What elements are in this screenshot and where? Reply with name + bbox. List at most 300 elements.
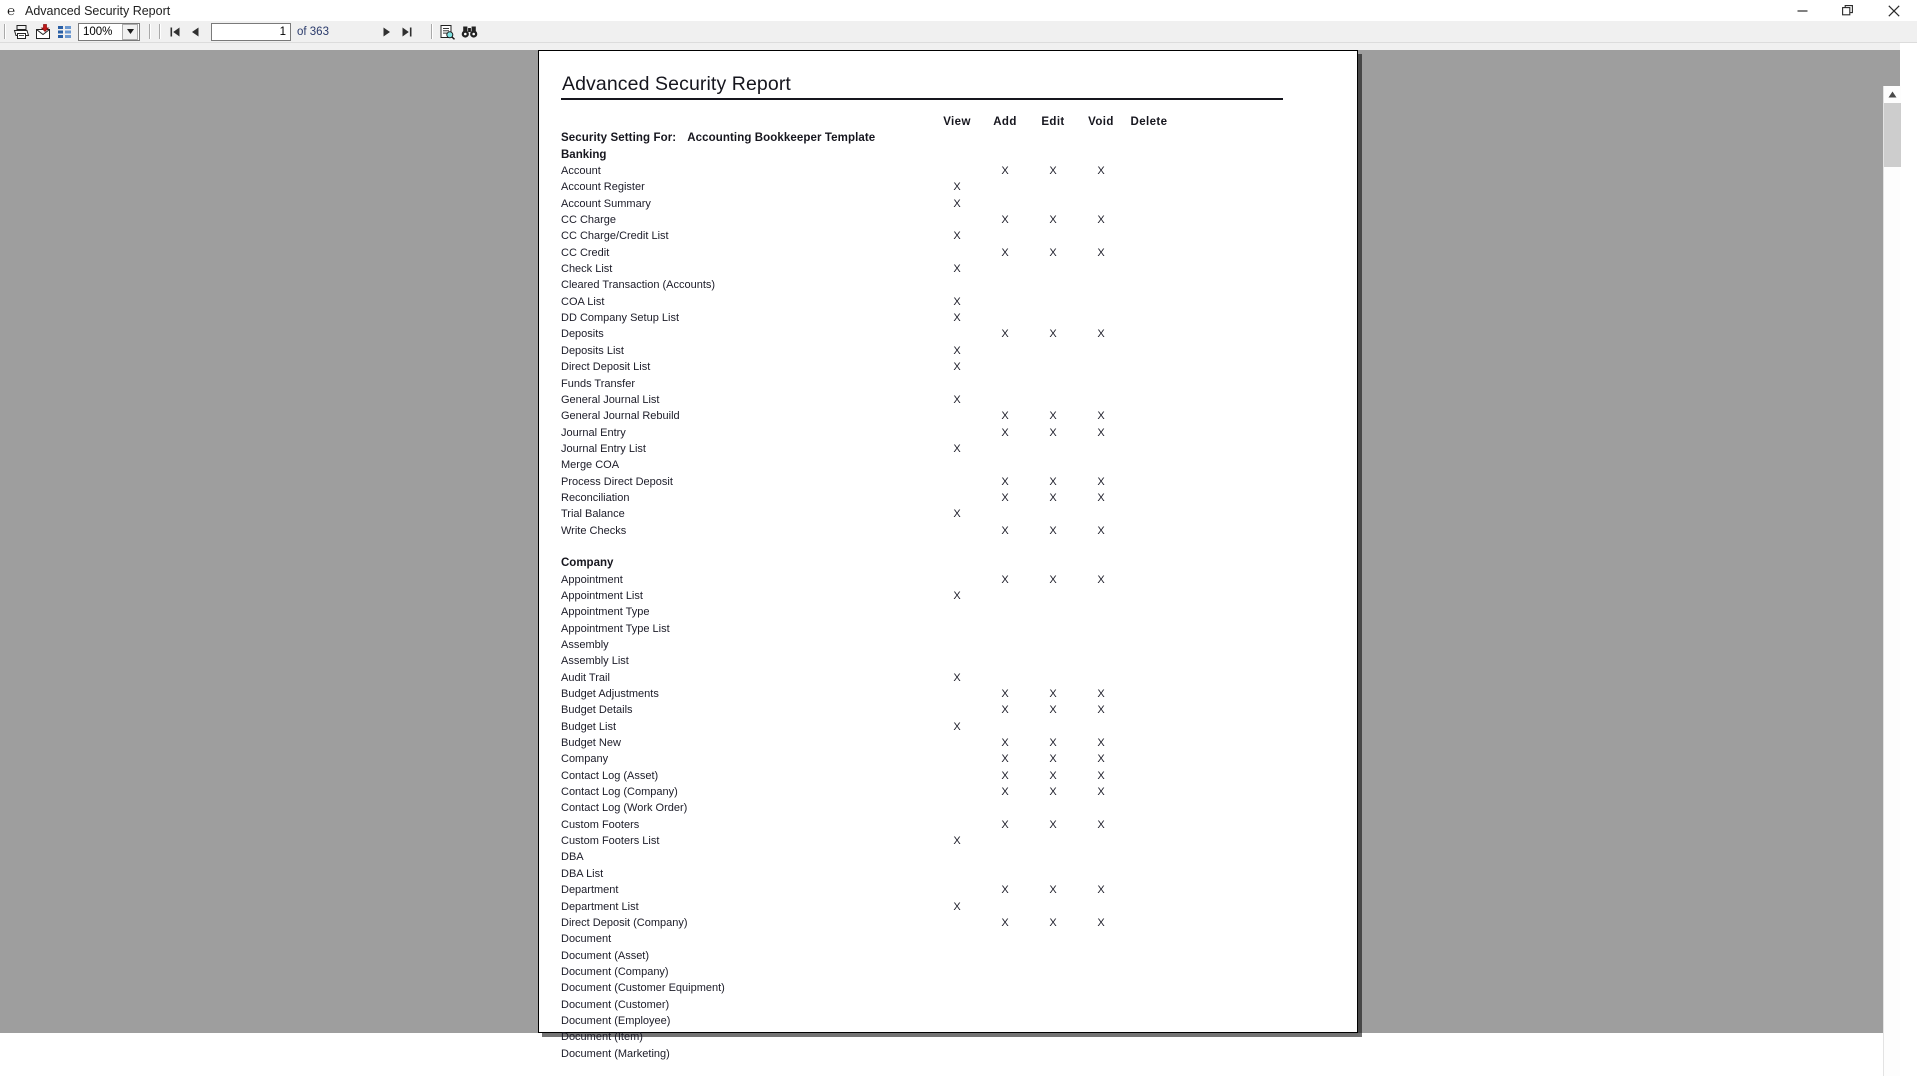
permission-delete xyxy=(1125,802,1173,818)
blank-cell xyxy=(1125,541,1173,557)
permission-add xyxy=(981,802,1029,818)
permission-name: Write Checks xyxy=(561,524,627,537)
permission-name: Audit Trail xyxy=(561,671,610,684)
window-title-bar xyxy=(0,0,1917,21)
permission-void xyxy=(1077,950,1125,966)
permission-delete xyxy=(1125,884,1173,900)
window-controls xyxy=(1779,0,1917,21)
permission-edit xyxy=(1029,982,1077,998)
permission-edit: X xyxy=(1049,737,1057,750)
permission-delete xyxy=(1125,753,1173,769)
permission-edit: X xyxy=(1049,410,1057,423)
permission-edit xyxy=(1029,835,1077,851)
permission-view xyxy=(933,655,981,671)
permission-edit: X xyxy=(1049,214,1057,227)
table-row xyxy=(561,1031,1283,1047)
permission-view: X xyxy=(953,230,961,243)
permission-add: X xyxy=(1001,737,1009,750)
permission-delete xyxy=(1125,328,1173,344)
permission-edit: X xyxy=(1049,475,1057,488)
row-spacer xyxy=(1173,753,1283,769)
permission-delete xyxy=(1125,639,1173,655)
permission-delete xyxy=(1125,623,1173,639)
permission-delete xyxy=(1125,835,1173,851)
permission-view xyxy=(933,917,981,933)
permission-delete xyxy=(1125,819,1173,835)
table-row xyxy=(561,525,1283,541)
column-header-add: Add xyxy=(993,116,1017,128)
permission-void xyxy=(1077,590,1125,606)
table-row xyxy=(561,459,1283,475)
permission-name: Budget Adjustments xyxy=(561,688,659,701)
row-spacer xyxy=(1173,296,1283,312)
permission-edit: X xyxy=(1049,769,1057,782)
permission-add: X xyxy=(1001,884,1009,897)
column-header-row xyxy=(561,116,1283,132)
permission-view xyxy=(933,476,981,492)
permission-edit: X xyxy=(1049,688,1057,701)
permission-name: Funds Transfer xyxy=(561,377,635,390)
permission-add xyxy=(981,296,1029,312)
permission-edit xyxy=(1029,263,1077,279)
permission-void: X xyxy=(1097,884,1105,897)
table-row xyxy=(561,753,1283,769)
table-row xyxy=(561,1048,1283,1064)
permission-delete xyxy=(1125,721,1173,737)
permission-view xyxy=(933,214,981,230)
permission-void xyxy=(1077,802,1125,818)
column-header-void: Void xyxy=(1088,116,1114,128)
permission-name: CC Credit xyxy=(561,246,610,259)
permission-add xyxy=(981,721,1029,737)
permission-view: X xyxy=(953,589,961,602)
permission-add: X xyxy=(1001,818,1009,831)
table-row xyxy=(561,901,1283,917)
security-setting-row xyxy=(561,132,1283,148)
permission-name: Budget List xyxy=(561,720,617,733)
table-row xyxy=(561,982,1283,998)
row-spacer xyxy=(1173,1048,1283,1064)
permission-view xyxy=(933,868,981,884)
zoom-value: 100% xyxy=(83,25,113,38)
permission-name: Contact Log (Company) xyxy=(561,786,678,799)
permission-add xyxy=(981,378,1029,394)
permission-delete xyxy=(1125,230,1173,246)
permission-name: Document (Company) xyxy=(561,965,669,978)
permission-delete xyxy=(1125,966,1173,982)
permission-add xyxy=(981,623,1029,639)
permission-void xyxy=(1077,982,1125,998)
permission-void: X xyxy=(1097,426,1105,439)
permission-delete xyxy=(1125,851,1173,867)
permission-void: X xyxy=(1097,524,1105,537)
row-spacer xyxy=(1173,525,1283,541)
table-row xyxy=(561,819,1283,835)
last-page-icon[interactable] xyxy=(397,22,417,42)
permission-void xyxy=(1077,345,1125,361)
permission-view: X xyxy=(953,442,961,455)
permission-add xyxy=(981,868,1029,884)
table-row xyxy=(561,802,1283,818)
table-row xyxy=(561,214,1283,230)
permission-view xyxy=(933,770,981,786)
permission-name: Custom Footers xyxy=(561,818,640,831)
permission-name: Budget Details xyxy=(561,704,633,717)
permission-add: X xyxy=(1001,753,1009,766)
permission-delete xyxy=(1125,1048,1173,1064)
permission-delete xyxy=(1125,999,1173,1015)
print-icon[interactable] xyxy=(10,22,32,42)
find-icon[interactable] xyxy=(459,22,481,42)
permission-view xyxy=(933,247,981,263)
report-app-icon: ℮ xyxy=(7,2,15,18)
group-header-row xyxy=(561,149,1283,165)
permission-void xyxy=(1077,1048,1125,1064)
zoom-select[interactable] xyxy=(78,23,140,41)
permission-edit xyxy=(1029,296,1077,312)
group-tree-icon[interactable] xyxy=(54,22,76,42)
table-row xyxy=(561,263,1283,279)
security-setting-for xyxy=(561,132,1283,148)
permission-void xyxy=(1077,672,1125,688)
row-spacer xyxy=(1173,786,1283,802)
permission-name: Document (Customer) xyxy=(561,998,670,1011)
permission-delete xyxy=(1125,247,1173,263)
search-icon[interactable] xyxy=(437,22,459,42)
permission-add xyxy=(981,901,1029,917)
permission-name: Document (Asset) xyxy=(561,949,650,962)
blank-cell xyxy=(561,541,933,557)
table-row xyxy=(561,296,1283,312)
permission-edit: X xyxy=(1049,573,1057,586)
next-page-icon[interactable] xyxy=(377,22,397,42)
column-header-view: View xyxy=(943,116,971,128)
permission-edit: X xyxy=(1049,884,1057,897)
permission-name: Custom Footers List xyxy=(561,835,660,848)
permission-view xyxy=(933,328,981,344)
permission-void: X xyxy=(1097,475,1105,488)
permission-delete xyxy=(1125,345,1173,361)
report-toolbar xyxy=(0,21,1917,43)
row-spacer xyxy=(1173,819,1283,835)
permission-add xyxy=(981,263,1029,279)
permission-add xyxy=(981,345,1029,361)
permission-edit xyxy=(1029,721,1077,737)
blank-cell xyxy=(981,541,1029,557)
row-spacer xyxy=(1173,427,1283,443)
row-spacer xyxy=(1173,1031,1283,1047)
permission-delete xyxy=(1125,704,1173,720)
permission-view xyxy=(933,410,981,426)
permission-name: Document (Marketing) xyxy=(561,1047,670,1060)
permission-name: Process Direct Deposit xyxy=(561,475,673,488)
permission-name: CC Charge/Credit List xyxy=(561,230,669,243)
permission-add xyxy=(981,459,1029,475)
export-icon[interactable] xyxy=(32,22,54,42)
table-row xyxy=(561,999,1283,1015)
permission-delete xyxy=(1125,574,1173,590)
permission-view xyxy=(933,574,981,590)
permission-view xyxy=(933,966,981,982)
permission-name: Appointment Type xyxy=(561,606,650,619)
permission-edit: X xyxy=(1049,786,1057,799)
security-table-body xyxy=(561,116,1283,1064)
permission-delete xyxy=(1125,279,1173,295)
row-spacer xyxy=(1173,655,1283,671)
page-number-input[interactable] xyxy=(211,23,291,41)
row-spacer xyxy=(1173,802,1283,818)
table-row xyxy=(561,443,1283,459)
permission-name: Appointment Type List xyxy=(561,622,670,635)
permission-name: Appointment List xyxy=(561,589,643,602)
permission-add xyxy=(981,1015,1029,1031)
row-spacer xyxy=(1173,884,1283,900)
permission-delete xyxy=(1125,525,1173,541)
table-row xyxy=(561,835,1283,851)
permission-add: X xyxy=(1001,916,1009,929)
permission-view xyxy=(933,1031,981,1047)
permission-view: X xyxy=(953,720,961,733)
permission-void xyxy=(1077,868,1125,884)
row-spacer xyxy=(1173,361,1283,377)
permission-name: Direct Deposit (Company) xyxy=(561,916,688,929)
permission-delete xyxy=(1125,737,1173,753)
permission-void xyxy=(1077,999,1125,1015)
row-spacer xyxy=(1173,770,1283,786)
permission-name: General Journal Rebuild xyxy=(561,410,680,423)
permission-view: X xyxy=(953,181,961,194)
table-row xyxy=(561,655,1283,671)
restore-button[interactable] xyxy=(1825,0,1871,21)
row-spacer xyxy=(1173,950,1283,966)
permission-void xyxy=(1077,263,1125,279)
toolbar-separator-2 xyxy=(149,24,151,39)
permission-add xyxy=(981,606,1029,622)
row-spacer xyxy=(1173,214,1283,230)
permission-void: X xyxy=(1097,165,1105,178)
permission-name: General Journal List xyxy=(561,393,660,406)
permission-name: Account Summary xyxy=(561,197,651,210)
row-spacer xyxy=(1173,574,1283,590)
permission-name: Company xyxy=(561,753,609,766)
permission-void xyxy=(1077,606,1125,622)
table-row xyxy=(561,688,1283,704)
row-spacer xyxy=(1173,982,1283,998)
permission-name: Journal Entry List xyxy=(561,442,646,455)
permission-view xyxy=(933,737,981,753)
permission-name: Department List xyxy=(561,900,639,913)
permission-void: X xyxy=(1097,786,1105,799)
permission-delete xyxy=(1125,165,1173,181)
permission-view: X xyxy=(953,835,961,848)
permission-add: X xyxy=(1001,688,1009,701)
row-spacer xyxy=(1173,165,1283,181)
minimize-button[interactable] xyxy=(1779,0,1825,21)
permission-view xyxy=(933,1048,981,1064)
permission-name: Contact Log (Work Order) xyxy=(561,802,688,815)
permission-void: X xyxy=(1097,688,1105,701)
permission-name: Cleared Transaction (Accounts) xyxy=(561,279,716,292)
permission-view: X xyxy=(953,508,961,521)
permission-delete xyxy=(1125,950,1173,966)
permission-view xyxy=(933,999,981,1015)
permission-add: X xyxy=(1001,165,1009,178)
row-spacer xyxy=(1173,737,1283,753)
table-row xyxy=(561,868,1283,884)
security-setting-value: Accounting Bookkeeper Template xyxy=(687,132,876,145)
table-row xyxy=(561,410,1283,426)
permission-edit xyxy=(1029,672,1077,688)
scroll-up-icon[interactable] xyxy=(1884,86,1901,103)
permission-view xyxy=(933,427,981,443)
permission-edit xyxy=(1029,639,1077,655)
permission-edit: X xyxy=(1049,916,1057,929)
permission-add xyxy=(981,312,1029,328)
permission-void xyxy=(1077,721,1125,737)
permission-name: Account xyxy=(561,165,601,178)
permission-add: X xyxy=(1001,328,1009,341)
table-row xyxy=(561,672,1283,688)
vertical-scrollbar[interactable] xyxy=(1883,86,1900,1076)
permission-name: Deposits List xyxy=(561,344,624,357)
permission-void xyxy=(1077,394,1125,410)
permission-view: X xyxy=(953,295,961,308)
table-row xyxy=(561,361,1283,377)
permission-delete xyxy=(1125,394,1173,410)
permission-add xyxy=(981,361,1029,377)
permission-edit: X xyxy=(1049,426,1057,439)
row-spacer xyxy=(1173,263,1283,279)
permission-delete xyxy=(1125,1031,1173,1047)
report-page xyxy=(538,50,1358,1060)
permission-void xyxy=(1077,312,1125,328)
group-header-row xyxy=(561,557,1283,573)
permission-name: DBA List xyxy=(561,867,604,880)
permission-add xyxy=(981,1031,1029,1047)
permission-edit xyxy=(1029,868,1077,884)
permission-void xyxy=(1077,279,1125,295)
table-row xyxy=(561,721,1283,737)
row-spacer xyxy=(1173,901,1283,917)
permission-name: Budget New xyxy=(561,737,621,750)
permission-void xyxy=(1077,966,1125,982)
permission-view xyxy=(933,851,981,867)
table-row xyxy=(561,590,1283,606)
permission-name: Document (Customer Equipment) xyxy=(561,982,725,995)
permission-add: X xyxy=(1001,214,1009,227)
row-spacer xyxy=(1173,181,1283,197)
row-spacer xyxy=(1173,459,1283,475)
permission-name: Merge COA xyxy=(561,459,620,472)
permission-delete xyxy=(1125,361,1173,377)
table-row xyxy=(561,639,1283,655)
permission-add xyxy=(981,198,1029,214)
permission-view xyxy=(933,704,981,720)
permission-view xyxy=(933,492,981,508)
viewer-top-strip xyxy=(0,43,1900,50)
permission-view: X xyxy=(953,312,961,325)
table-row xyxy=(561,704,1283,720)
permission-void: X xyxy=(1097,573,1105,586)
permission-delete xyxy=(1125,688,1173,704)
permission-edit xyxy=(1029,802,1077,818)
permission-edit xyxy=(1029,623,1077,639)
permission-view xyxy=(933,459,981,475)
table-row xyxy=(561,851,1283,867)
permission-edit: X xyxy=(1049,491,1057,504)
row-spacer xyxy=(1173,443,1283,459)
permission-edit xyxy=(1029,378,1077,394)
permission-add: X xyxy=(1001,573,1009,586)
permission-name: Department xyxy=(561,884,619,897)
permission-add xyxy=(981,966,1029,982)
permission-view xyxy=(933,688,981,704)
permission-add xyxy=(981,835,1029,851)
permission-void xyxy=(1077,933,1125,949)
first-page-icon[interactable] xyxy=(165,22,185,42)
permission-void: X xyxy=(1097,704,1105,717)
permission-edit xyxy=(1029,1015,1077,1031)
blank-cell xyxy=(933,541,981,557)
permission-add xyxy=(981,672,1029,688)
permission-name: Reconciliation xyxy=(561,491,630,504)
table-row xyxy=(561,917,1283,933)
permission-void xyxy=(1077,296,1125,312)
permission-delete xyxy=(1125,476,1173,492)
vertical-scroll-thumb[interactable] xyxy=(1884,103,1901,167)
permission-delete xyxy=(1125,312,1173,328)
permission-delete xyxy=(1125,1015,1173,1031)
toolbar-separator xyxy=(4,24,6,39)
table-row xyxy=(561,394,1283,410)
table-row xyxy=(561,279,1283,295)
permission-edit xyxy=(1029,590,1077,606)
permission-delete xyxy=(1125,427,1173,443)
permission-add xyxy=(981,230,1029,246)
column-header-edit: Edit xyxy=(1041,116,1065,128)
chevron-down-icon[interactable] xyxy=(122,24,138,40)
permission-void xyxy=(1077,378,1125,394)
permission-void xyxy=(1077,655,1125,671)
table-row xyxy=(561,1015,1283,1031)
permission-delete xyxy=(1125,770,1173,786)
report-viewer xyxy=(0,43,1900,1060)
permission-view xyxy=(933,982,981,998)
permission-edit xyxy=(1029,279,1077,295)
permission-edit: X xyxy=(1049,753,1057,766)
permission-void: X xyxy=(1097,769,1105,782)
permission-void xyxy=(1077,230,1125,246)
table-row xyxy=(561,574,1283,590)
table-row xyxy=(561,786,1283,802)
row-spacer xyxy=(1173,999,1283,1015)
row-spacer xyxy=(1173,704,1283,720)
permission-delete xyxy=(1125,410,1173,426)
previous-page-icon[interactable] xyxy=(185,22,205,42)
permission-add xyxy=(981,590,1029,606)
permission-name: Journal Entry xyxy=(561,426,626,439)
permission-view xyxy=(933,753,981,769)
permission-name: COA List xyxy=(561,295,605,308)
permission-delete xyxy=(1125,378,1173,394)
table-row xyxy=(561,165,1283,181)
permission-name: Document xyxy=(561,933,612,946)
permission-view: X xyxy=(953,361,961,374)
permission-void xyxy=(1077,901,1125,917)
permission-delete xyxy=(1125,933,1173,949)
close-button[interactable] xyxy=(1871,0,1917,21)
permission-add: X xyxy=(1001,246,1009,259)
